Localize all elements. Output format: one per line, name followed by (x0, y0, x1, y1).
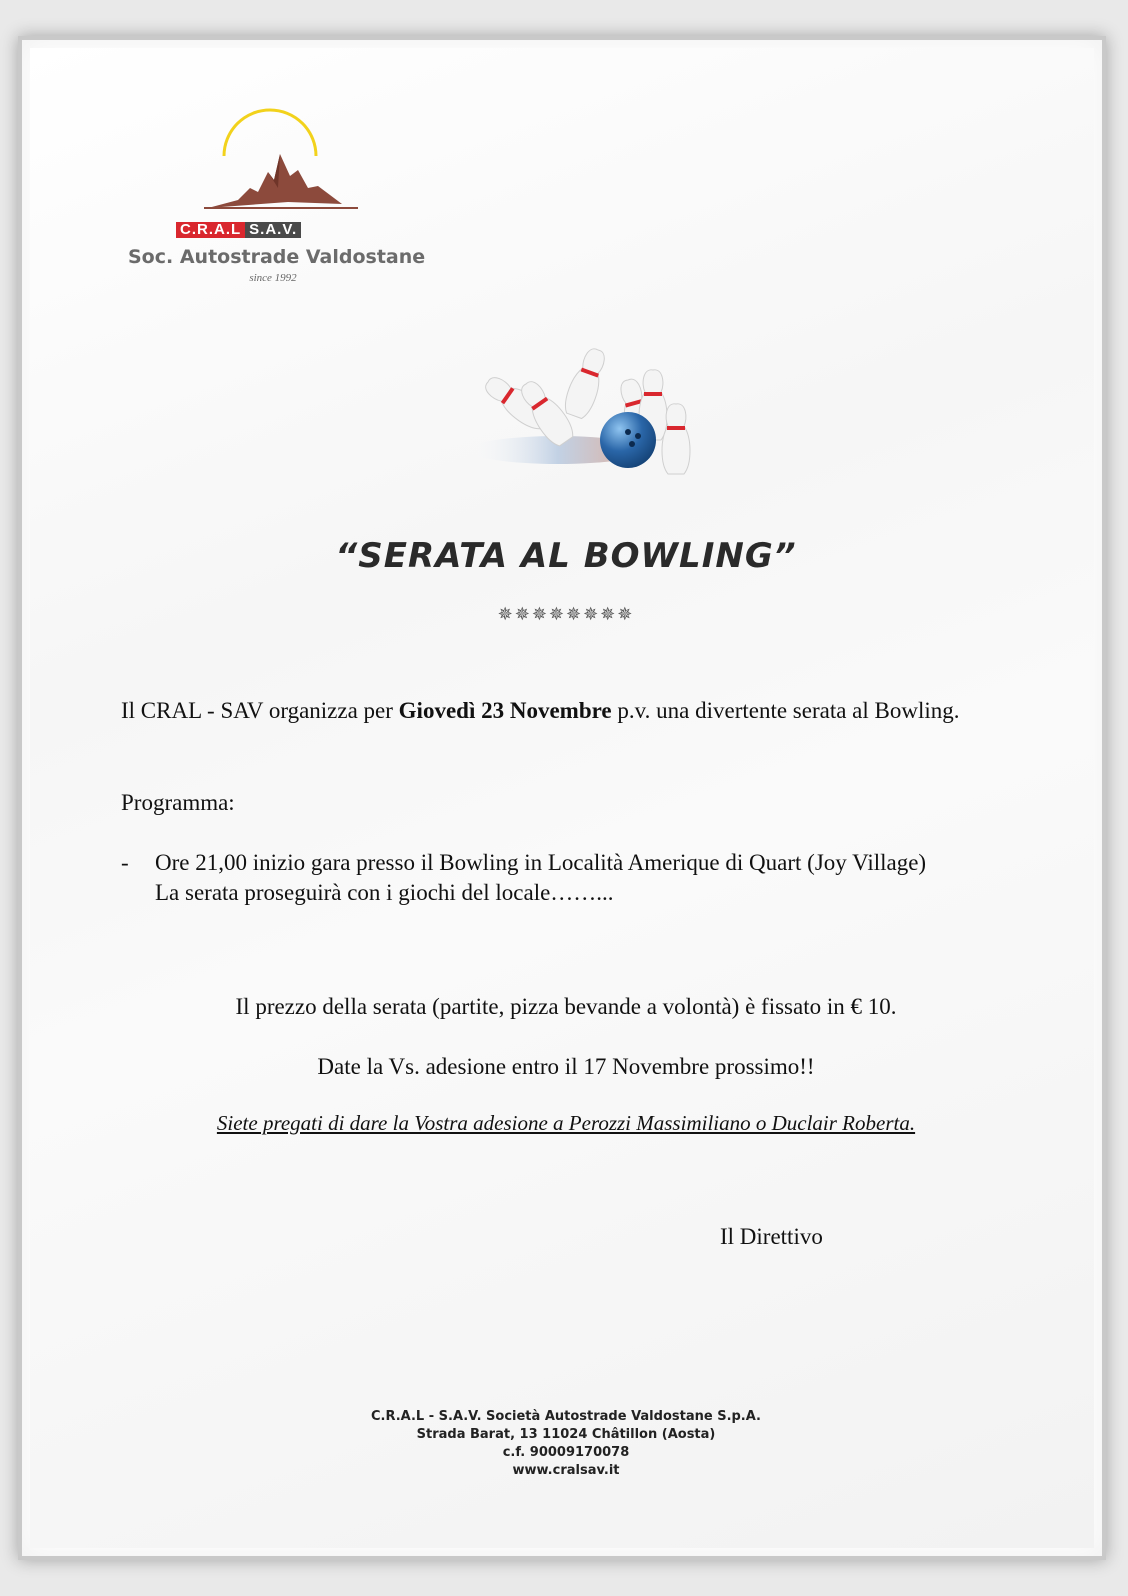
footer (30, 1408, 1102, 1480)
event-date: Giovedì 23 Novembre (398, 698, 612, 723)
program-label: Programma: (121, 790, 235, 815)
logo-brand-sav: S.A.V. (245, 222, 301, 238)
list-dash: - (121, 850, 129, 875)
page-frame (18, 36, 1106, 1560)
intro-text-after: p.v. una divertente serata al Bowling. (617, 698, 960, 723)
list-item (121, 848, 1011, 908)
bowling-illustration (448, 310, 708, 482)
contact-note: Siete pregati di dare la Vostra adesione a Perozzi Massimiliano o Duclair Roberta. (216, 1111, 916, 1135)
logo-since: since 1992 (249, 272, 297, 284)
deadline-line: Date la Vs. adesione entro il 17 Novembre prossimo!! (317, 1054, 815, 1079)
footer-website-link[interactable]: www.cralsav.it (512, 1463, 620, 1478)
intro-text-before: Il CRAL - SAV organizza per (121, 698, 393, 723)
program-line-2: La serata proseguirà con i giochi del locale……... (155, 880, 614, 905)
intro-paragraph (121, 696, 1011, 726)
bowling-pins-and-ball-icon (448, 310, 708, 482)
event-title: “SERATA AL BOWLING” (335, 536, 797, 576)
price-line: Il prezzo della serata (partite, pizza bevande a volontà) è fissato in € 10. (235, 994, 897, 1019)
footer-line-1: C.R.A.L - S.A.V. Società Autostrade Valdostane S.p.A. (371, 1409, 761, 1424)
decorative-separator: ✵✵✵✵✵✵✵✵ (497, 604, 635, 624)
logo-brand (176, 222, 301, 238)
logo-brand-cral: C.R.A.L (176, 222, 245, 238)
signature: Il Direttivo (720, 1224, 823, 1249)
mountain-logo-icon (128, 92, 418, 222)
footer-line-2: Strada Barat, 13 11024 Châtillon (Aosta) (416, 1427, 716, 1442)
company-logo (128, 92, 426, 284)
page-sheet (30, 48, 1094, 1548)
program-line-1: Ore 21,00 inizio gara presso il Bowling in Località Amerique di Quart (Joy Village) (155, 850, 927, 875)
footer-line-3: c.f. 90009170078 (502, 1445, 630, 1460)
list-item-body (155, 848, 1011, 908)
logo-company-name: Soc. Autostrade Valdostane (128, 246, 426, 268)
